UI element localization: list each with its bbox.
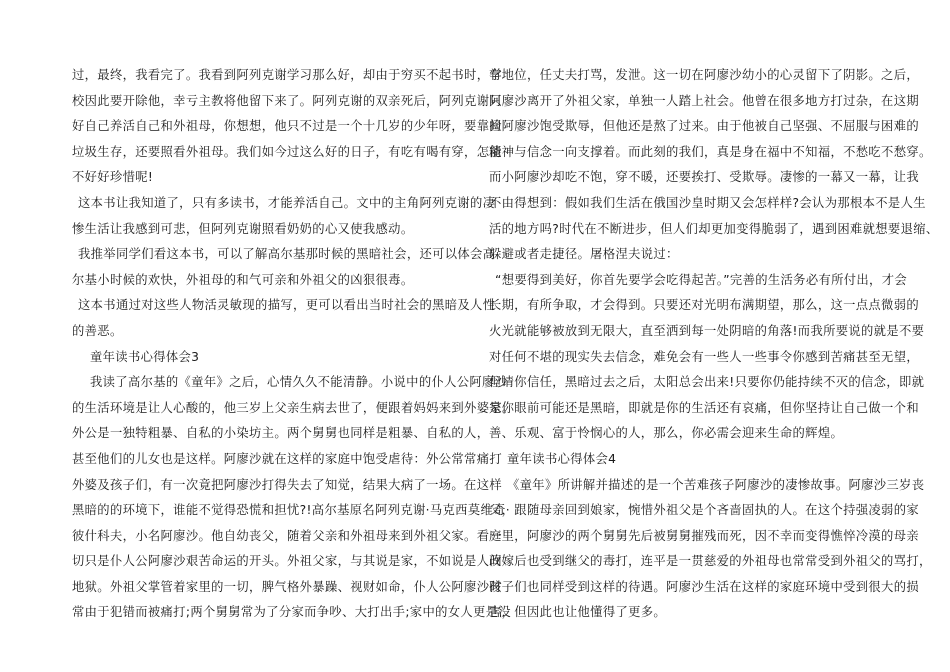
- text-line: 对任何不堪的现实失去信念，难免会有一些人一些事令你感到苦痛甚至无望，: [489, 349, 919, 364]
- text-line: 间阿廖沙饱受欺辱，但他还是熬了过来。由于他被自己坚强、不屈服与困难的: [489, 119, 919, 134]
- text-line: 我读了高尔基的《童年》之后，心情久久不能清静。小说中的仆人公阿廖沙: [90, 375, 508, 390]
- text-line: 庭里，阿廖沙的两个舅舅先后被舅舅摧残而死，因不幸而变得憔悴冷漠的母亲: [489, 528, 919, 543]
- text-line: 《童年》所讲解并描述的是一个苦难孩子阿廖沙的凄惨故事。阿廖沙三岁丧: [507, 477, 925, 492]
- section-heading: 童年读书心得体会3: [90, 349, 200, 364]
- text-line: 长期，有所争取，才会得到。只要还对光明布满期望，那么，这一点点微弱的: [489, 298, 919, 313]
- text-line: 孩子们也同样受到这样的待遇。阿廖沙生活在这样的家庭环境中受到很大的损: [489, 579, 919, 594]
- text-line: 而小阿廖沙却吃不饱，穿不暖，还要挨打、受欺辱。凄惨的一幕又一幕，让我: [489, 170, 919, 185]
- text-line: 精神与信念一向支撑着。而此刻的我们，真是身在福中不知福，不愁吃不愁穿。: [489, 144, 932, 159]
- text-line: 好自己养活自己和外祖母，你想想，他只不过是一个十几岁的少年呀，要靠捡: [72, 119, 502, 134]
- text-line: 不好好珍惜呢!: [72, 170, 154, 185]
- text-line: 有地位，任丈夫打骂，发泄。这一切在阿廖沙幼小的心灵留下了阴影。之后，: [489, 68, 919, 82]
- left-column: [72, 63, 515, 626]
- text-line: 地狱。外祖父掌管着家里的一切，脾气格外暴躁、视财如命，仆人公阿廖沙时: [72, 579, 502, 594]
- text-line: 尔基小时候的欢快，外祖母的和气可亲和外祖父的凶狠很毒。: [72, 272, 414, 287]
- text-line: 彼什科夫，小名阿廖沙。他自幼丧父，随着父亲和外祖母来到外祖父家。看一: [72, 528, 502, 543]
- text-line: 外婆及孩子们，有一次竟把阿廖沙打得失去了知觉，结果大病了一场。在这样: [72, 477, 502, 492]
- text-line: 不由得想到：假如我们生活在俄国沙皇时期又会怎样样?会认为那根本不是人生: [489, 195, 926, 210]
- text-line: 的生活环境是让人心酸的，他三岁上父亲生病去世了，便跟着妈妈来到外婆家。: [72, 400, 515, 415]
- text-line: 过，最终，我看完了。我看到阿列克谢学习那么好，却由于穷买不起书时，学: [72, 68, 502, 82]
- text-line: 我推举同学们看这本书，可以了解高尔基那时候的黑暗社会，还可以体会高: [78, 247, 496, 262]
- text-line: 善、乐观、富于怜悯心的人，那么，你必需会迎来生命的辉煌。: [489, 426, 844, 441]
- text-line: 黑暗的的环境下，谁能不觉得恐慌和担忧?!高尔基原名阿列克谢·马克西莫维奇·: [72, 503, 511, 518]
- text-line: 外公是一独特粗暴、自私的小染坊主。两个舅舅也同样是粗暴、自私的人，: [72, 426, 490, 441]
- text-line: 垃圾生存，还要照看外祖母。我们如今过这么好的日子，有吃有喝有穿，怎能: [72, 144, 502, 159]
- text-line: 是你眼前可能还是黑暗，即就是你的生活还有哀痛，但你坚持让自己做一个和: [489, 400, 919, 415]
- section-heading: 童年读书心得体会4: [507, 451, 617, 466]
- text-line: 害，但因此也让他懂得了更多。: [489, 605, 667, 620]
- text-line: 惨生活让我感到可悲，但阿列克谢照看奶奶的心又使我感动。: [72, 221, 414, 236]
- text-line: 但请你信任，黑暗过去之后，太阳总会出来!只要你仍能持续不灭的信念，即就: [489, 375, 925, 390]
- text-line: 切只是仆人公阿廖沙艰苦命运的开头。外祖父家，与其说是家，不如说是人间: [72, 554, 502, 569]
- text-line: 这本书让我知道了，只有多读书，才能养活自己。文中的主角阿列克谢的凄: [78, 195, 496, 210]
- text-line: 常由于犯错而被痛打;两个舅舅常为了分家而争吵、大打出手;家中的女人更是没: [72, 605, 511, 620]
- text-line: “想要得到美好，你首先要学会吃得起苦。”完善的生活务必有所付出，才会: [495, 272, 907, 287]
- text-line: 校因此要开除他，幸亏主教将他留下来了。阿列克谢的双亲死后，阿列克谢只: [72, 93, 502, 108]
- text-line: 的善恶。: [72, 323, 123, 338]
- text-line: 躲避或者走捷径。屠格涅夫说过：: [489, 247, 679, 262]
- text-line: 火光就能够被放到无限大，直至洒到每一处阴暗的角落!而我所要说的就是不要: [489, 323, 925, 338]
- text-line: 甚至他们的儿女也是这样。阿廖沙就在这样的家庭中饱受虐待：外公常常痛打: [72, 451, 502, 466]
- text-line: 活的地方吗?时代在不断进步，但人们却更加变得脆弱了，遇到困难就想要退缩、: [489, 221, 939, 236]
- text-line: 阿廖沙离开了外祖父家，单独一人踏上社会。他曾在很多地方打过杂，在这期: [489, 93, 919, 108]
- text-line: 这本书通过对这些人物活灵敏现的描写，更可以看出当时社会的黑暗及人性: [78, 298, 496, 313]
- text-line: 父，跟随母亲回到娘家，惋惜外祖父是个吝啬固执的人。在这个持强凌弱的家: [489, 503, 919, 518]
- right-column: [489, 63, 939, 626]
- text-line: 改嫁后也受到继父的毒打，连平是一贯慈爱的外祖母也常常受到外祖父的骂打，: [489, 554, 932, 569]
